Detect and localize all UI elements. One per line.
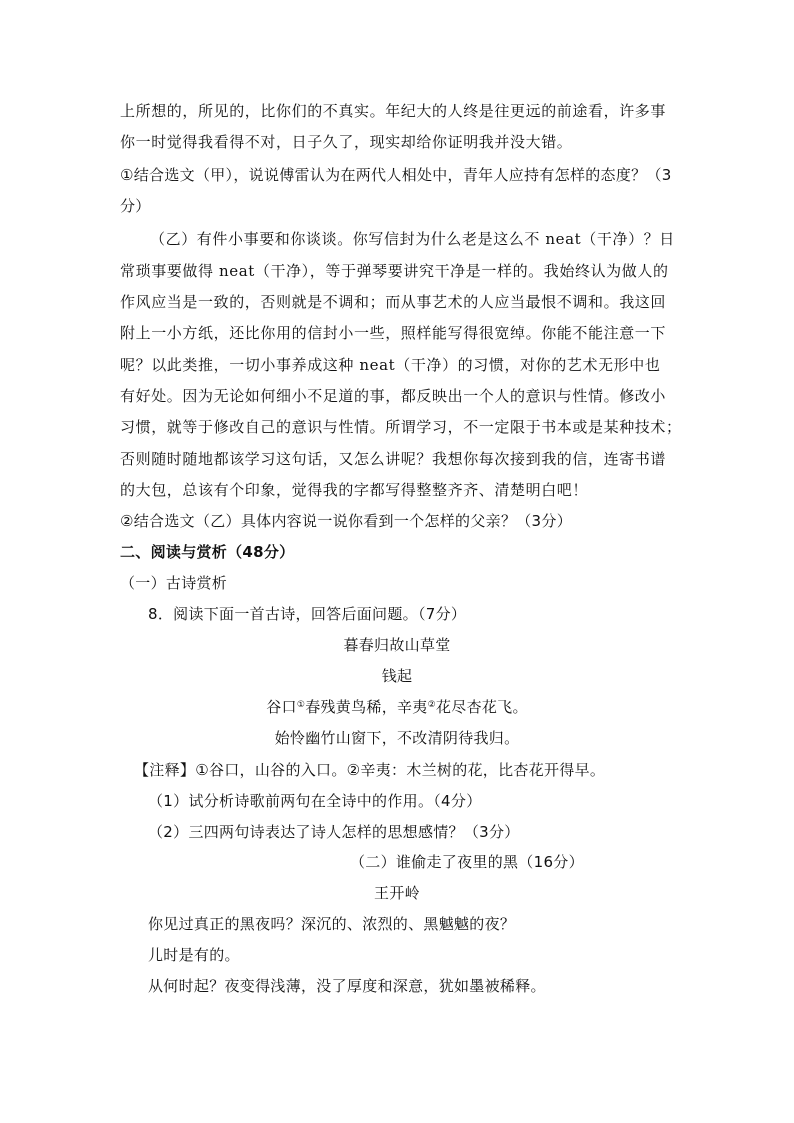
jia-text-line: 你一时觉得我看得不对，日子久了，现实却给你证明我并没大错。 — [120, 133, 573, 151]
yi-paragraph-line: 常琐事要做得 neat（干净），等于弹琴要讲究干净是一样的。我始终认为做人的 — [120, 262, 669, 280]
section-2-title: 二、阅读与赏析（48分） — [120, 543, 295, 561]
question-8-1: （1）试分析诗歌前两句在全诗中的作用。（4分） — [148, 792, 482, 810]
poem-line-2: 始怜幽竹山窗下，不改清阴待我归。 — [274, 729, 520, 747]
article-paragraph: 儿时是有的。 — [148, 946, 240, 964]
yi-paragraph-line: 作风应当是一致的，否则就是不调和；而从事艺术的人应当最恨不调和。我这回 — [120, 293, 667, 311]
question-8-2: （2）三四两句诗表达了诗人怎样的思想感情？（3分） — [148, 823, 520, 841]
yi-paragraph-line: 附上一小方纸，还比你用的信封小一些，照样能写得很宽绰。你能不能注意一下 — [120, 324, 667, 342]
question-8-intro: 8．阅读下面一首古诗，回答后面问题。（7分） — [148, 605, 467, 623]
yi-paragraph-line: 有好处。因为无论如何细小不足道的事，都反映出一个人的意识与性情。修改小 — [120, 387, 667, 405]
poem-title: 暮春归故山草堂 — [343, 636, 451, 654]
yi-paragraph-line: 习惯，就等于修改自己的意识与性情。所谓学习，不一定限于书本或是某种技术； — [120, 418, 682, 436]
article-title: （二）谁偷走了夜里的黑（16分） — [350, 853, 584, 871]
poem-text: 谷口 — [266, 698, 297, 716]
yi-paragraph-line: 否则随时随地都该学习这句话，又怎么讲呢？我想你每次接到我的信，连寄书谱 — [120, 450, 667, 468]
jia-text-line: 上所想的，所见的，比你们的不真实。年纪大的人终是往更远的前途看，许多事 — [120, 102, 667, 120]
question-1-cont: 分） — [120, 197, 151, 215]
yi-paragraph-line: 的大包，总该有个印象，觉得我的字都写得整整齐齐、清楚明白吧！ — [120, 481, 589, 499]
poem-line-1 — [0, 697, 794, 717]
subsection-1-title: （一）古诗赏析 — [120, 574, 228, 592]
poem-notes: 【注释】①谷口，山谷的入口。②辛夷：木兰树的花，比杏花开得早。 — [134, 761, 606, 779]
poem-text: 春残黄鸟稀，辛夷 — [305, 698, 428, 716]
poem-author: 钱起 — [381, 667, 413, 685]
question-1: ①结合选文（甲），说说傅雷认为在两代人相处中，青年人应持有怎样的态度？（3 — [120, 166, 672, 184]
poem-text: 花尽杏花飞。 — [435, 698, 528, 716]
question-2: ②结合选文（乙）具体内容说一说你看到一个怎样的父亲？（3分） — [120, 512, 572, 530]
footnote-marker: ② — [427, 700, 436, 710]
yi-paragraph-line: （乙）有件小事要和你谈谈。你写信封为什么老是这么不 neat（干净）？日 — [150, 230, 675, 248]
article-paragraph: 你见过真正的黑夜吗？深沉的、浓烈的、黑魆魆的夜？ — [148, 915, 516, 933]
yi-paragraph-line: 呢？以此类推，一切小事养成这种 neat（干净）的习惯，对你的艺术无形中也 — [120, 356, 661, 374]
article-author: 王开岭 — [374, 884, 420, 902]
footnote-marker: ① — [296, 700, 306, 710]
article-paragraph: 从何时起？夜变得浅薄，没了厚度和深意，犹如墨被稀释。 — [148, 977, 546, 995]
